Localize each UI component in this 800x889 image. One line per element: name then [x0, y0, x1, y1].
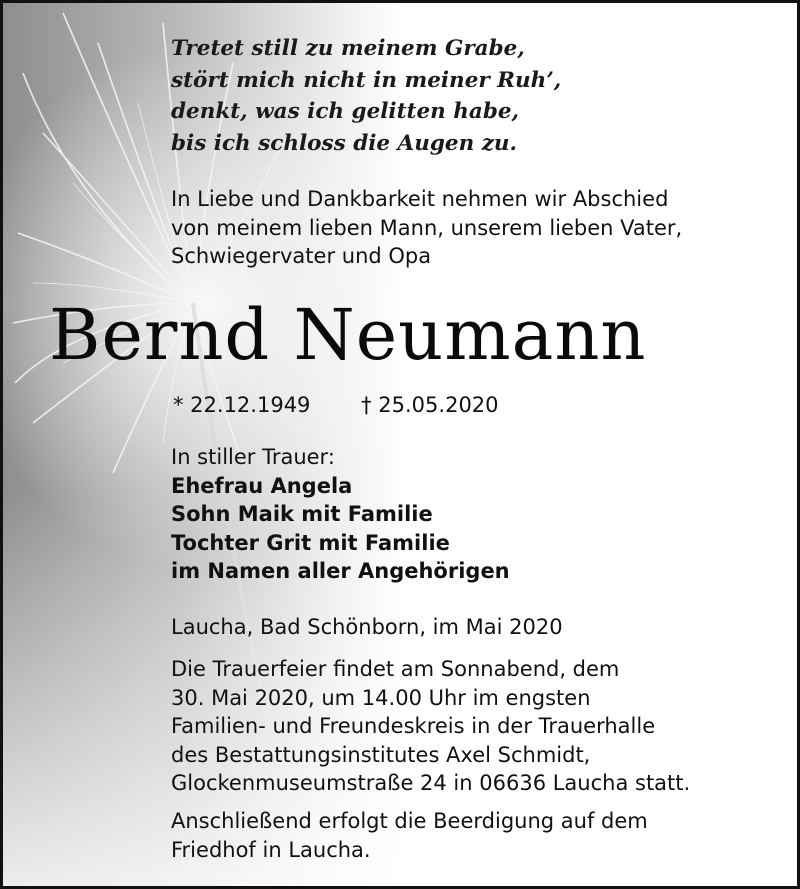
- place-and-date: Laucha, Bad Schönborn, im Mai 2020: [171, 615, 563, 639]
- mourner: Tochter Grit mit Familie: [171, 530, 450, 555]
- intro-line: Schwiegervater und Opa: [171, 244, 432, 268]
- mourner: im Namen aller Angehörigen: [171, 559, 510, 583]
- birth-date: * 22.12.1949: [173, 393, 311, 417]
- mourner: Ehefrau Angela: [171, 473, 353, 498]
- poem-line: bis ich schloss die Augen zu.: [171, 130, 518, 156]
- funeral-line: 30. Mai 2020, um 14.00 Uhr im engsten: [171, 685, 591, 710]
- mourner: Sohn Maik mit Familie: [171, 502, 433, 526]
- intro-line: von meinem lieben Mann, unserem lieben Vater,: [171, 215, 683, 240]
- funeral-line: Familien- und Freundeskreis in der Trauerhalle: [171, 714, 656, 738]
- burial-info: [171, 807, 648, 864]
- poem-line: stört mich nicht in meiner Ruh’,: [171, 67, 562, 93]
- intro-line: In Liebe und Dankbarkeit nehmen wir Abschied: [171, 187, 669, 211]
- burial-line: Anschließend erfolgt die Beerdigung auf dem: [171, 809, 648, 833]
- funeral-line: Glockenmuseumstraße 24 in 06636 Laucha statt.: [171, 771, 691, 795]
- deceased-name: Bernd Neumann: [49, 294, 647, 376]
- burial-line: Friedhof in Laucha.: [171, 837, 371, 862]
- mourners-list: [171, 443, 510, 586]
- death-date: † 25.05.2020: [361, 393, 499, 417]
- funeral-line: Die Trauerfeier findet am Sonnabend, dem: [171, 657, 620, 681]
- farewell-intro: [171, 185, 682, 271]
- funeral-info: [171, 655, 690, 798]
- mourners-heading: In stiller Trauer:: [171, 445, 335, 469]
- poem-line: denkt, was ich gelitten habe,: [171, 99, 520, 124]
- poem-line: Tretet still zu meinem Grabe,: [171, 36, 525, 61]
- funeral-line: des Bestattungsinstitutes Axel Schmidt,: [171, 742, 591, 767]
- poem: [171, 33, 561, 159]
- life-dates: [173, 391, 499, 420]
